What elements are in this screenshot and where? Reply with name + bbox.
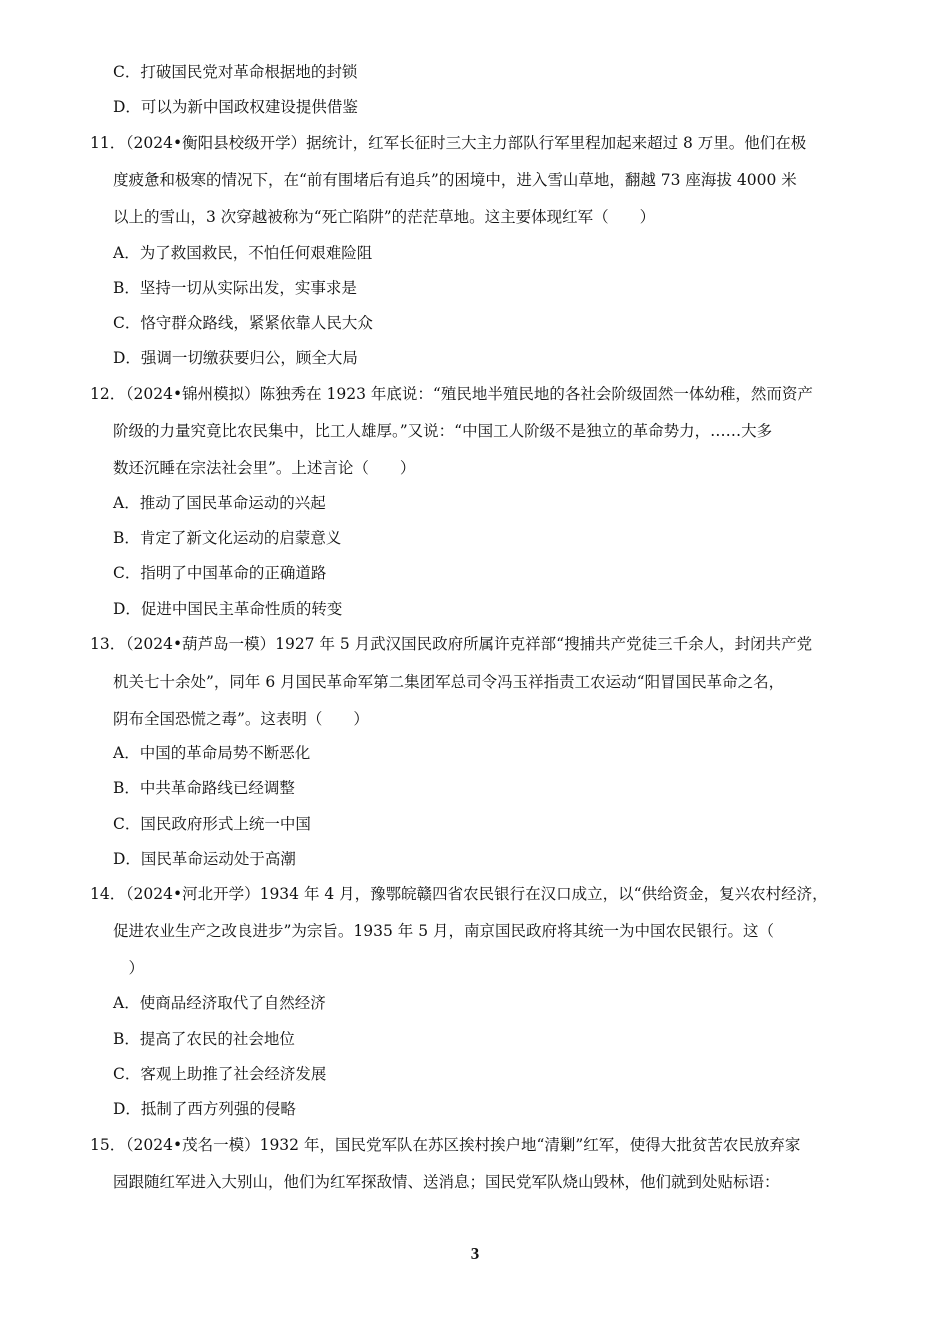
- question-text: （2024•茂名一模）1932 年，国民党军队在苏区挨村挨户地“清剿”红军，使得大批贫苦农民放弃家: [118, 1136, 801, 1154]
- question-text: 促进农业生产之改良进步”为宗旨。1935 年 5 月，南京国民政府将其统一为中国农民银行。这（: [113, 922, 775, 940]
- option-b: B．提高了农民的社会地位: [113, 1030, 295, 1048]
- option-c: C．指明了中国革命的正确道路: [113, 564, 327, 582]
- option-c: C．恪守群众路线，紧紧依靠人民大众: [113, 314, 373, 332]
- option-b: B．坚持一切从实际出发，实事求是: [113, 279, 357, 297]
- option-a: A．推动了国民革命运动的兴起: [113, 494, 326, 512]
- question-number: 11．: [90, 134, 126, 152]
- question-text: 数还沉睡在宗法社会里”。上述言论（ ）: [113, 459, 416, 477]
- question-text: 园跟随红军进入大别山，他们为红军探敌情、送消息；国民党军队烧山毁林，他们就到处贴标语：: [113, 1173, 780, 1191]
- question-text: （2024•葫芦岛一模）1927 年 5 月武汉国民政府所属许克祥部“搜捕共产党徒三千余人，封闭共产党: [118, 635, 813, 653]
- option-d: D．强调一切缴获要归公，顾全大局: [113, 349, 358, 367]
- option-b: B．肯定了新文化运动的启蒙意义: [113, 529, 342, 547]
- option-d: D．抵制了西方列强的侵略: [113, 1100, 296, 1118]
- question-number: 13．: [90, 635, 126, 653]
- question-text: 阶级的力量究竟比农民集中，比工人雄厚。”又说：“中国工人阶级不是独立的革命势力，……大多: [113, 422, 773, 440]
- question-number: 12．: [90, 385, 126, 403]
- question-text: 以上的雪山，3 次穿越被称为“死亡陷阱”的茫茫草地。这主要体现红军（ ）: [113, 208, 656, 226]
- question-number: 14．: [90, 885, 126, 903]
- option-c: C．打破国民党对革命根据地的封锁: [113, 63, 358, 81]
- question-text: 机关七十余处”，同年 6 月国民革命军第二集团军总司令冯玉祥指责工农运动“阳冒国民革命之名，: [113, 673, 785, 691]
- option-a: A．中国的革命局势不断恶化: [113, 744, 311, 762]
- question-text: （2024•锦州模拟）陈独秀在 1923 年底说：“殖民地半殖民地的各社会阶级固然一体幼稚，然而资产: [118, 385, 813, 403]
- option-a: A．使商品经济取代了自然经济: [113, 994, 326, 1012]
- question-text: （2024•衡阳县校级开学）据统计，红军长征时三大主力部队行军里程加起来超过 8 万里。他们在极: [118, 134, 807, 152]
- option-d: D．可以为新中国政权建设提供借鉴: [113, 98, 358, 116]
- question-text: 度疲惫和极寒的情况下，在“前有围堵后有追兵”的困境中，进入雪山草地，翻越 73 座海拔 4000 米: [113, 171, 797, 189]
- question-number: 15．: [90, 1136, 126, 1154]
- page-number: 3: [470, 1244, 480, 1263]
- question-text: （2024•河北开学）1934 年 4 月，豫鄂皖赣四省农民银行在汉口成立，以“供给资金，复兴农村经济，: [118, 885, 828, 903]
- option-a: A．为了救国救民，不怕任何艰难险阻: [113, 244, 373, 262]
- option-d: D．促进中国民主革命性质的转变: [113, 600, 343, 618]
- option-d: D．国民革命运动处于高潮: [113, 850, 296, 868]
- question-text: ）: [113, 959, 145, 977]
- option-c: C．国民政府形式上统一中国: [113, 815, 311, 833]
- option-b: B．中共革命路线已经调整: [113, 779, 295, 797]
- option-c: C．客观上助推了社会经济发展: [113, 1065, 327, 1083]
- question-text: 阴布全国恐慌之毒”。这表明（ ）: [113, 710, 369, 728]
